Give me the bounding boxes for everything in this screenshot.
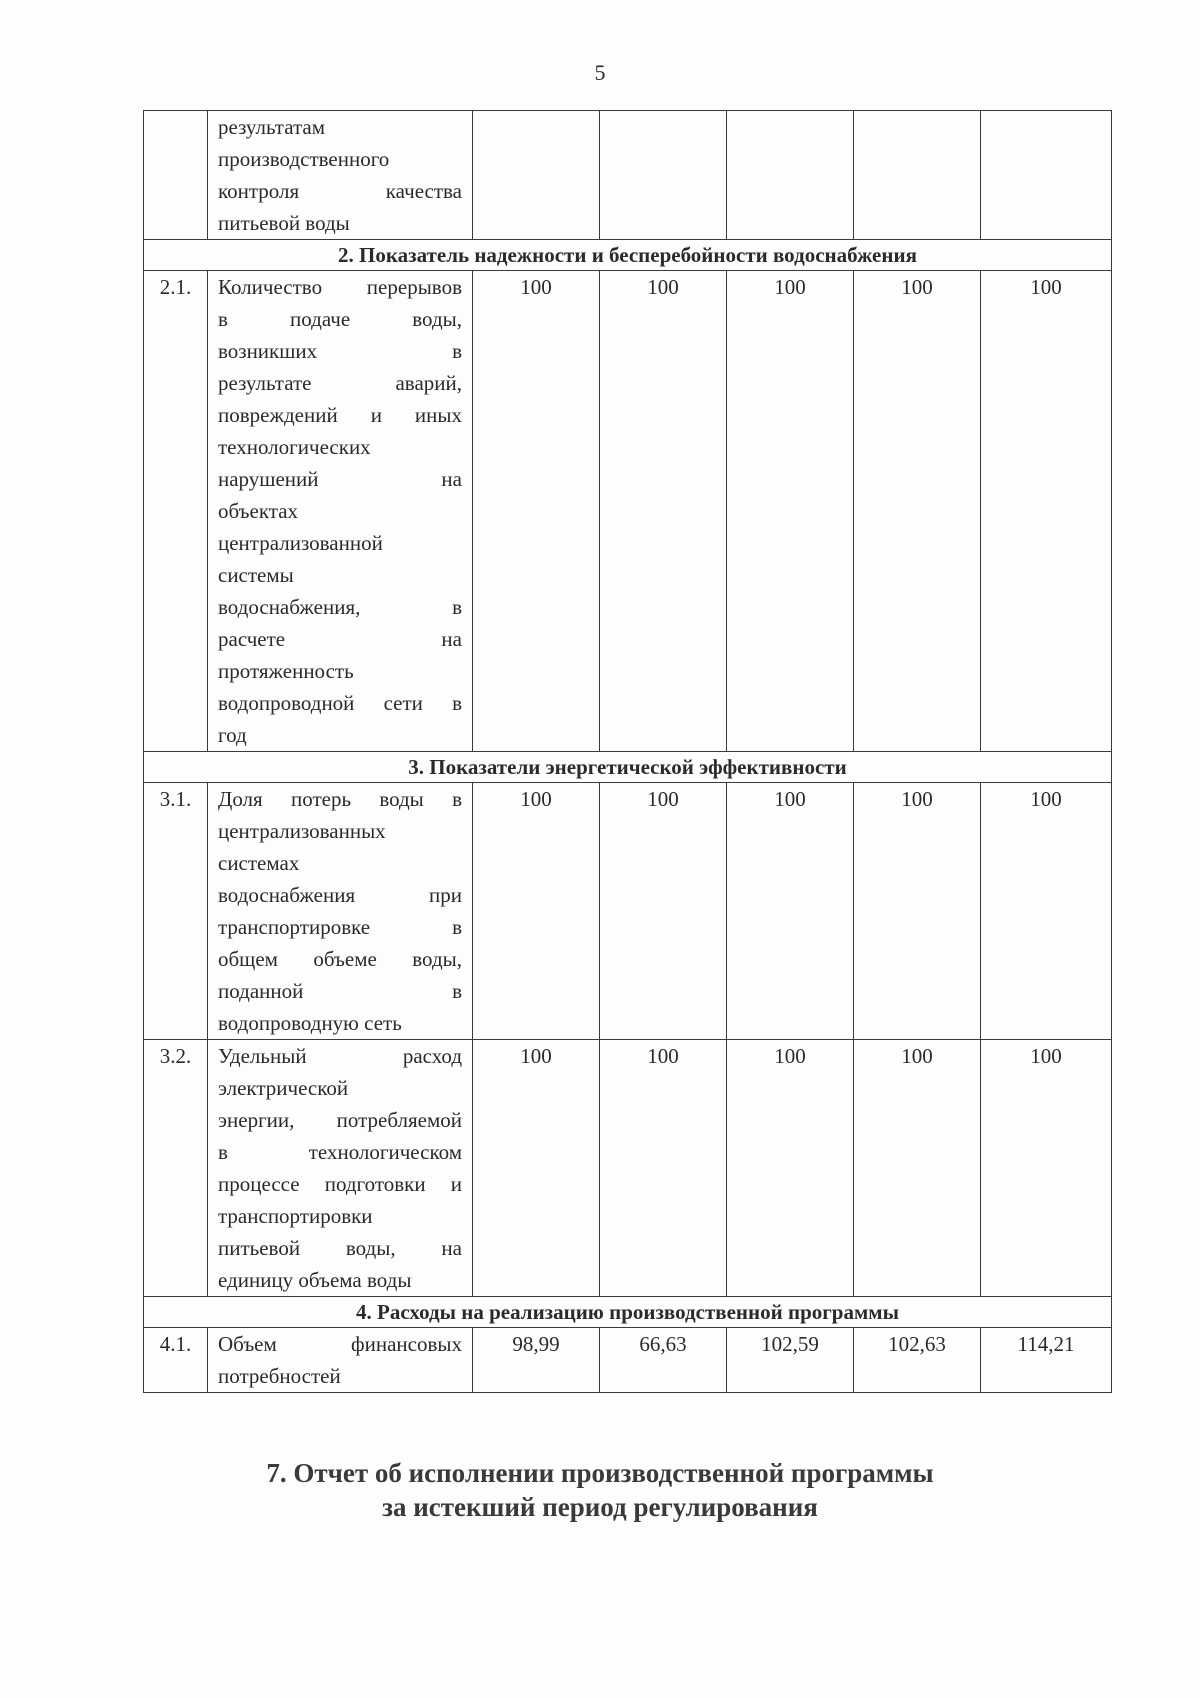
description-line: транспортировке в bbox=[218, 915, 462, 939]
row-number-cell: 4.1. bbox=[144, 1328, 208, 1393]
value-cell: 100 bbox=[981, 271, 1112, 752]
description-line: объектах bbox=[218, 499, 299, 523]
description-line: в технологическом bbox=[218, 1140, 462, 1164]
report-heading-line-2: за истекший период регулирования bbox=[382, 1492, 818, 1522]
value-cell: 100 bbox=[981, 1040, 1112, 1297]
value-cell: 100 bbox=[600, 271, 727, 752]
value-cell: 100 bbox=[600, 1040, 727, 1297]
value-cell: 100 bbox=[854, 271, 981, 752]
value-cell: 100 bbox=[473, 783, 600, 1040]
description-line: возникших в bbox=[218, 339, 462, 363]
section-title: 2. Показатель надежности и бесперебойности водоснабжения bbox=[144, 240, 1112, 271]
table-row bbox=[144, 783, 1112, 1040]
value-cell bbox=[727, 111, 854, 240]
value-cell bbox=[600, 111, 727, 240]
description-line: технологических bbox=[218, 435, 371, 459]
row-number-cell: 2.1. bbox=[144, 271, 208, 752]
value-cell: 102,59 bbox=[727, 1328, 854, 1393]
value-cell bbox=[854, 111, 981, 240]
value-cell: 98,99 bbox=[473, 1328, 600, 1393]
description-line: год bbox=[218, 723, 247, 747]
table-row-continuation bbox=[144, 111, 1112, 240]
table-row bbox=[144, 1040, 1112, 1297]
description-line: системах bbox=[218, 851, 300, 875]
description-line: в подаче воды, bbox=[218, 307, 462, 331]
table-body bbox=[144, 111, 1112, 1393]
description-line: результатам bbox=[218, 115, 326, 139]
row-number-cell: 3.1. bbox=[144, 783, 208, 1040]
value-cell: 66,63 bbox=[600, 1328, 727, 1393]
description-line: общем объеме воды, bbox=[218, 947, 462, 971]
description-line: централизованных bbox=[218, 819, 386, 843]
value-cell: 100 bbox=[981, 783, 1112, 1040]
description-line: процессе подготовки и bbox=[218, 1172, 462, 1196]
value-cell: 100 bbox=[854, 1040, 981, 1297]
report-heading-line-1: 7. Отчет об исполнении производственной программы bbox=[266, 1458, 934, 1488]
value-cell bbox=[981, 111, 1112, 240]
value-cell: 100 bbox=[473, 1040, 600, 1297]
description-line: производственного bbox=[218, 147, 390, 171]
section-header-row bbox=[144, 1297, 1112, 1328]
description-line: питьевой воды, на bbox=[218, 1236, 462, 1260]
description-line: Удельный расход bbox=[218, 1044, 462, 1068]
value-cell: 100 bbox=[600, 783, 727, 1040]
value-cell: 100 bbox=[854, 783, 981, 1040]
section-header-row bbox=[144, 240, 1112, 271]
row-number-cell: 3.2. bbox=[144, 1040, 208, 1297]
description-line: результате аварий, bbox=[218, 371, 462, 395]
description-line: водопроводной сети в bbox=[218, 691, 462, 715]
row-description-cell bbox=[208, 1040, 473, 1297]
row-number-cell bbox=[144, 111, 208, 240]
description-line: водопроводную сеть bbox=[218, 1011, 402, 1035]
value-cell: 100 bbox=[727, 1040, 854, 1297]
description-line: Доля потерь воды в bbox=[218, 787, 462, 811]
description-line: Количество перерывов bbox=[218, 275, 462, 299]
description-line: системы bbox=[218, 563, 294, 587]
row-description-cell bbox=[208, 271, 473, 752]
description-line: питьевой воды bbox=[218, 211, 350, 235]
table-row bbox=[144, 1328, 1112, 1393]
indicators-table bbox=[143, 110, 1112, 1393]
section-title: 3. Показатели энергетической эффективности bbox=[144, 752, 1112, 783]
description-line: поданной в bbox=[218, 979, 462, 1003]
section-header-row bbox=[144, 752, 1112, 783]
description-line: повреждений и иных bbox=[218, 403, 462, 427]
description-line: нарушений на bbox=[218, 467, 462, 491]
value-cell: 100 bbox=[727, 271, 854, 752]
value-cell: 102,63 bbox=[854, 1328, 981, 1393]
description-line: протяженность bbox=[218, 659, 354, 683]
description-line: единицу объема воды bbox=[218, 1268, 412, 1292]
row-description-cell bbox=[208, 1328, 473, 1393]
description-line: расчете на bbox=[218, 627, 462, 651]
description-line: Объем финансовых bbox=[218, 1332, 462, 1356]
row-description-cell bbox=[208, 111, 473, 240]
description-line: электрической bbox=[218, 1076, 349, 1100]
description-line: водоснабжения, в bbox=[218, 595, 462, 619]
section-title: 4. Расходы на реализацию производственной программы bbox=[144, 1297, 1112, 1328]
table-row bbox=[144, 271, 1112, 752]
description-line: транспортировки bbox=[218, 1204, 373, 1228]
value-cell: 100 bbox=[473, 271, 600, 752]
page-number: 5 bbox=[594, 60, 606, 85]
value-cell: 100 bbox=[727, 783, 854, 1040]
report-heading bbox=[0, 1456, 1200, 1524]
value-cell: 114,21 bbox=[981, 1328, 1112, 1393]
description-line: централизованной bbox=[218, 531, 383, 555]
description-line: потребностей bbox=[218, 1364, 341, 1388]
description-line: контроля качества bbox=[218, 179, 462, 203]
row-description-cell bbox=[208, 783, 473, 1040]
value-cell bbox=[473, 111, 600, 240]
description-line: водоснабжения при bbox=[218, 883, 462, 907]
description-line: энергии, потребляемой bbox=[218, 1108, 462, 1132]
